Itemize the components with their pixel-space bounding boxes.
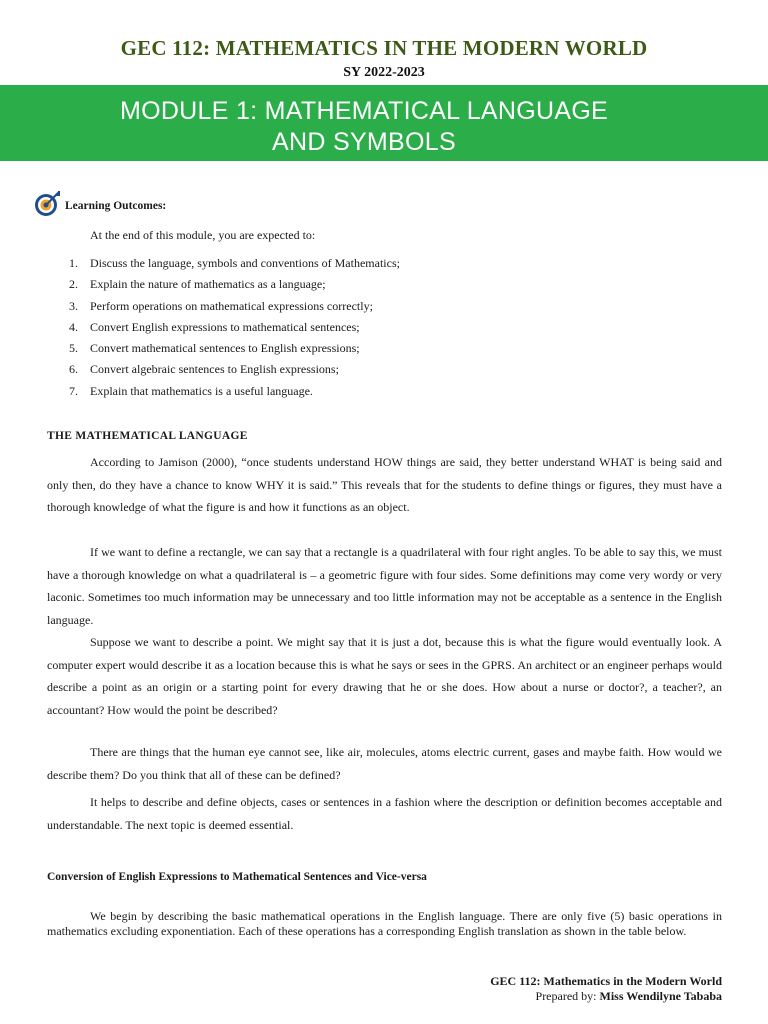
- page-footer: [490, 974, 722, 1004]
- list-item-number: 1.: [69, 256, 78, 270]
- list-item-text: Convert English expressions to mathematical sentences;: [90, 319, 360, 334]
- list-item: [55, 275, 400, 296]
- list-item-text: Convert mathematical sentences to English expressions;: [90, 341, 360, 356]
- list-item-text: Explain that mathematics is a useful language.: [90, 383, 313, 398]
- list-item: [55, 382, 400, 403]
- footer-author: Miss Wendilyne Tababa: [599, 989, 722, 1003]
- list-item: [55, 254, 400, 275]
- list-item: [55, 318, 400, 339]
- conversion-heading: Conversion of English Expressions to Mathematical Sentences and Vice-versa: [47, 871, 427, 883]
- list-item: [55, 339, 400, 360]
- paragraph: Suppose we want to describe a point. We might say that it is just a dot, because this is what the figure would eventually look. A computer expert would describe it as a location because this is what he says or sees in the GPRS. An architect or an engineer perhaps would describe a point as an origin or a starting point for every drawing that he or she does. How about a nurse or doctor?, a teacher?, an accountant? How would the point be described?: [47, 635, 722, 717]
- list-item-number: 6.: [69, 362, 78, 377]
- list-item-number: 3.: [69, 298, 78, 313]
- list-item: [55, 360, 400, 381]
- list-item-number: 2.: [69, 277, 78, 292]
- list-item-number: 4.: [69, 319, 78, 334]
- course-title: GEC 112: MATHEMATICS IN THE MODERN WORLD: [120, 36, 648, 60]
- list-item-number: 7.: [69, 383, 78, 398]
- paragraph: If we want to define a rectangle, we can say that a rectangle is a quadrilateral with four right angles. To be able to say this, we must have a thorough knowledge on what a quadrilateral is – a geometric figure with four sides. Some definitions may come very wordy or very laconic. Sometimes too much information may be unnecessary and too little information may not be acceptable as a sentence in the English language.: [47, 545, 722, 627]
- learning-outcomes-label: Learning Outcomes:: [65, 200, 167, 212]
- section-heading: THE MATHEMATICAL LANGUAGE: [47, 430, 248, 442]
- footer-prepared-label: Prepared by:: [535, 989, 597, 1003]
- paragraph: According to Jamison (2000), “once students understand HOW things are said, they better understand WHAT is being said and only then, do they have a chance to know WHY it is said.” This reveals that for the students to define things or figures, they must have a thorough knowledge of what the figure is and how it functions as an object.: [47, 455, 722, 514]
- list-item-text: Explain the nature of mathematics as a language;: [90, 277, 326, 292]
- module-title-line1: MODULE 1: MATHEMATICAL LANGUAGE: [119, 97, 609, 125]
- footer-prepared: [490, 989, 722, 1004]
- module-title: [0, 96, 728, 158]
- outcomes-intro: At the end of this module, you are expected to:: [90, 228, 316, 242]
- footer-course: GEC 112: Mathematics in the Modern World: [490, 974, 722, 988]
- paragraph: We begin by describing the basic mathematical operations in the English language. There are only five (5) basic operations in mathematics excluding exponentiation. Each of these operations has a corresponding English translation as shown in the table below.: [47, 909, 722, 938]
- list-item-number: 5.: [69, 341, 78, 356]
- school-year: SY 2022-2023: [343, 65, 425, 80]
- list-item-text: Discuss the language, symbols and conventions of Mathematics;: [90, 256, 400, 270]
- module-title-line2: AND SYMBOLS: [272, 128, 456, 156]
- list-item: [55, 297, 400, 318]
- paragraph: It helps to describe and define objects, cases or sentences in a fashion where the description or definition becomes acceptable and understandable. The next topic is deemed essential.: [47, 795, 722, 832]
- list-item-text: Convert algebraic sentences to English expressions;: [90, 362, 339, 377]
- target-icon: [33, 190, 61, 218]
- paragraph: There are things that the human eye cannot see, like air, molecules, atoms electric current, gases and maybe faith. How would we describe them? Do you think that all of these can be defined?: [47, 745, 722, 782]
- outcomes-list: [55, 254, 400, 403]
- list-item-text: Perform operations on mathematical expressions correctly;: [90, 298, 373, 313]
